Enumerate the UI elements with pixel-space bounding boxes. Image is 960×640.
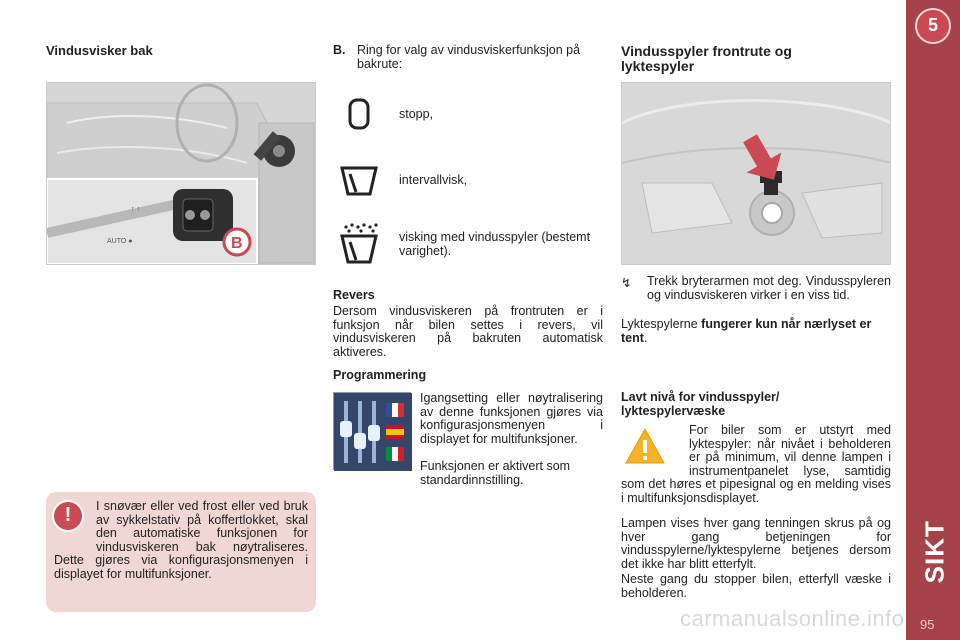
front-washer-illustration xyxy=(621,82,891,265)
low-level-text-block xyxy=(621,424,891,505)
warning-text: I snøvær eller ved frost eller ved bruk av sykkelstativ på koffertlokket, skal den automatiske funksjonen for vindusviskeren bak nøytraliseres. Dette gjøres via konfigurasjonsmenyen i displayet for multifunksjoner. xyxy=(54,499,308,581)
rear-wiper-illustration xyxy=(46,82,316,265)
headlamp-washer-suffix: . xyxy=(643,330,648,345)
low-level-text-2: Lampen vises hver gang tenningen skrus på og hver gang betjeningen for vindusspylerne/lyktespylerne betjenes dersom det ikke har blitt etterfylt. xyxy=(621,516,891,571)
option-stop: stopp, xyxy=(399,107,434,121)
chapter-number-badge: 5 xyxy=(915,8,951,44)
ring-description: Ring for valg av vindusviskerfunksjon på bakrute: xyxy=(357,43,581,71)
svg-text:↑ ↑: ↑ ↑ xyxy=(131,206,140,213)
revers-heading: Revers xyxy=(333,288,375,302)
wiper-stop-icon xyxy=(338,92,382,136)
rear-wiper-heading: Vindusvisker bak xyxy=(46,43,153,58)
programming-heading: Programmering xyxy=(333,368,427,382)
warning-text-block xyxy=(46,500,308,581)
config-menu-image xyxy=(333,392,411,470)
svg-text:AUTO ●: AUTO ● xyxy=(107,238,133,245)
page-number: 95 xyxy=(920,617,935,632)
low-level-text-3: Neste gang du stopper bilen, etterfyll væske i beholderen. xyxy=(621,572,891,600)
headlamp-washer-note xyxy=(621,318,891,345)
low-level-heading: Lavt nivå for vindusspyler/ lyktespylervæske xyxy=(621,390,780,418)
programming-text-1: Igangsetting eller nøytralisering av denne funksjonen gjøres via konfigurasjonsmenyen i displayet for multifunksjoner. xyxy=(420,391,603,446)
headlamp-washer-condition: fungerer kun når nærlyset er tent xyxy=(621,317,872,345)
wiper-washer-icon xyxy=(336,222,382,266)
wiper-interval-icon xyxy=(336,160,382,200)
bullet-arrow-icon: ↯ xyxy=(621,276,632,290)
headlamp-washer-prefix: Lyktespylerne xyxy=(621,317,698,331)
warning-exclamation-icon: ! xyxy=(52,500,84,532)
chapter-title: SIKT xyxy=(919,520,950,584)
washer-instruction: Trekk bryterarmen mot deg. Vindusspyleren og vindusviskeren virker i en viss tid. xyxy=(647,274,891,302)
watermark: carmanualsonline.info xyxy=(680,606,905,631)
low-level-text-1: For biler som er utstyrt med lyktespyler: når nivået i beholderen er på minimum, vil denne lampen i instrumentpanelet lyse, samtidig som det høres et pipesignal og en melding vises i multifunksjonsdisplayet. xyxy=(621,423,891,505)
option-interval: intervallvisk, xyxy=(399,173,468,187)
front-washer-heading: Vindusspyler frontrute og lyktespyler xyxy=(621,43,792,74)
option-washer: visking med vindusspyler (bestemt varighet). xyxy=(399,230,591,258)
revers-text: Dersom vindusviskeren på frontruten er i funksjon når bilen settes i revers, vil vindusviskeren på bakruten automatisk aktiveres. xyxy=(333,304,603,359)
callout-b-label: B xyxy=(231,235,243,252)
programming-text-2: Funksjonen er aktivert som standardinnstilling. xyxy=(420,459,571,487)
ring-label: B. xyxy=(333,43,346,57)
